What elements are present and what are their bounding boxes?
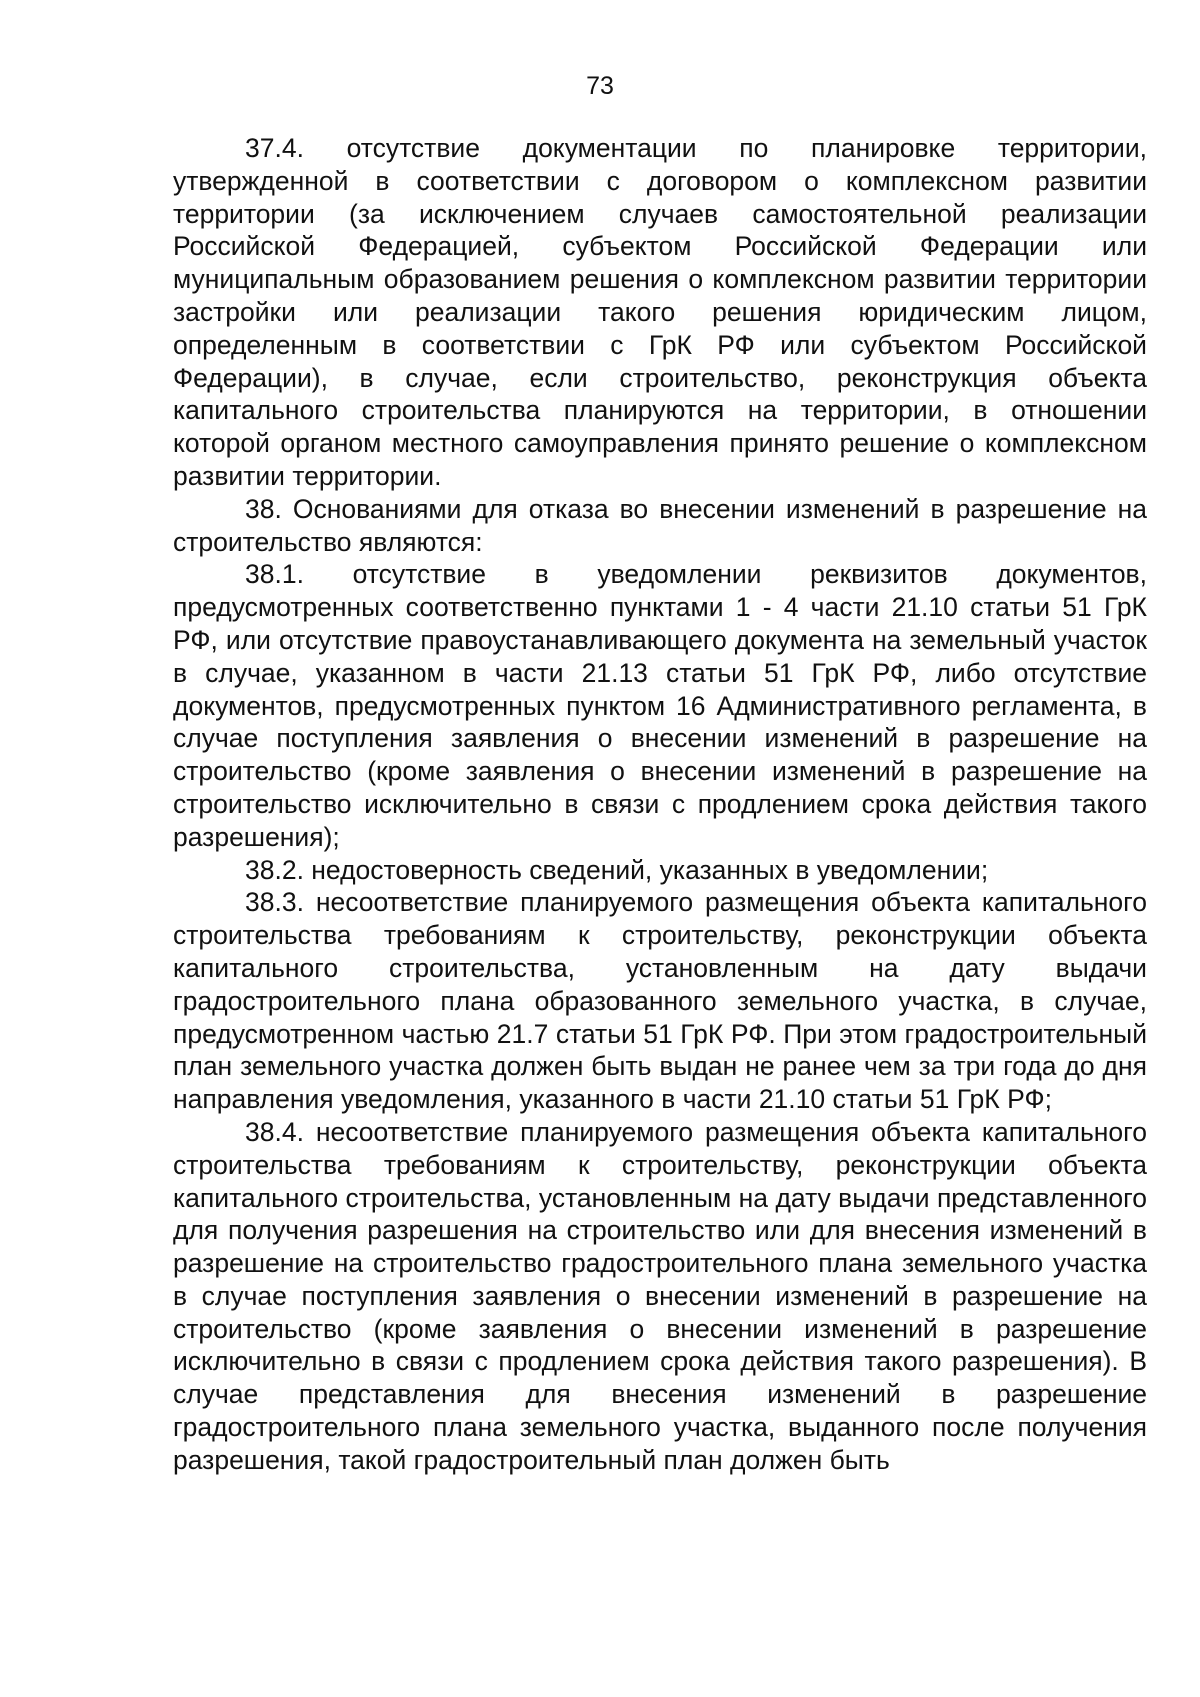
paragraph-38-3: 38.3. несоответствие планируемого размещения объекта капитального строительства требованиям к строительству, реконструкции объекта капитального строительства, установленным на дату выдачи градостроительного плана образованного земельного участка, в случае, предусмотренном частью 21.7 статьи 51 ГрК РФ. При этом градостроительный план земельного участка должен быть выдан не ранее чем за три года до дня направления уведомления, указанного в части 21.10 статьи 51 ГрК РФ;	[173, 887, 1147, 1115]
paragraph-38-4: 38.4. несоответствие планируемого размещения объекта капитального строительства требованиям к строительству, реконструкции объекта капитального строительства, установленным на дату выдачи представленного для получения разрешения на строительство или для внесения изменений в разрешение на строительство градостроительного плана земельного участка в случае поступления заявления о внесении изменений в разрешение на строительство (кроме заявления о внесении изменений в разрешение исключительно в связи с продлением срока действия такого разрешения). В случае представления для внесения изменений в разрешение градостроительного плана земельного участка, выданного после получения разрешения, такой градостроительный план должен быть	[173, 1116, 1147, 1475]
page-number: 73	[586, 72, 614, 100]
document-body	[173, 132, 1147, 1477]
paragraph-38-2: 38.2. недостоверность сведений, указанных в уведомлении;	[245, 854, 989, 885]
paragraph-37-4: 37.4. отсутствие документации по планировке территории, утвержденной в соответствии с договором о комплексном развитии территории (за исключением случаев самостоятельной реализации Российской Федерацией, субъектом Российской Федерации или муниципальным образованием решения о комплексном развитии территории застройки или реализации такого решения юридическим лицом, определенным в соответствии с ГрК РФ или субъектом Российской Федерации), в случае, если строительство, реконструкция объекта капитального строительства планируются на территории, в отношении которой органом местного самоуправления принято решение о комплексном развитии территории.	[173, 133, 1147, 491]
paragraph-38-1: 38.1. отсутствие в уведомлении реквизитов документов, предусмотренных соответственно пунктами 1 - 4 части 21.10 статьи 51 ГрК РФ, или отсутствие правоустанавливающего документа на земельный участок в случае, указанном в части 21.13 статьи 51 ГрК РФ, либо отсутствие документов, предусмотренных пунктом 16 Административного регламента, в случае поступления заявления о внесении изменений в разрешение на строительство (кроме заявления о внесении изменений в разрешение на строительство исключительно в связи с продлением срока действия такого разрешения);	[173, 559, 1147, 852]
paragraph-38-intro: 38. Основаниями для отказа во внесении изменений в разрешение на строительство являются:	[173, 493, 1147, 557]
